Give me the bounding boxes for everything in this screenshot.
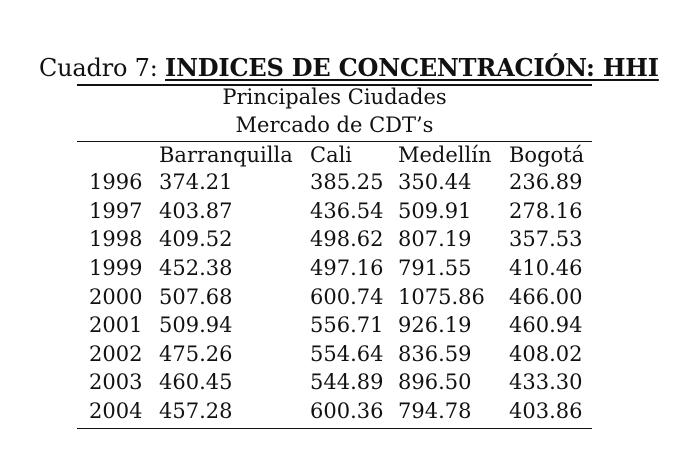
bogota-cell: 236.89 — [509, 170, 583, 195]
cali-cell: 436.54 — [310, 198, 384, 223]
cali-cell: 600.36 — [310, 399, 384, 424]
cali-cell: 544.89 — [310, 370, 384, 395]
cali-cell: 600.74 — [310, 284, 384, 309]
barranquilla-cell: 403.87 — [159, 198, 233, 223]
table-row — [77, 397, 592, 426]
caption-prefix: Cuadro 7: — [39, 54, 158, 82]
bogota-cell: 357.53 — [509, 227, 583, 252]
cali-cell: 556.71 — [310, 313, 384, 338]
bogota-cell: 403.86 — [509, 399, 583, 424]
table-row — [77, 311, 592, 340]
table-row — [77, 197, 592, 226]
table-body — [77, 168, 592, 425]
medellin-cell: 926.19 — [398, 313, 472, 338]
column-header-barranquilla: Barranquilla — [159, 142, 293, 167]
medellin-cell: 350.44 — [398, 170, 472, 195]
column-header-bogota: Bogotá — [509, 142, 585, 167]
medellin-cell: 1075.86 — [398, 284, 485, 309]
barranquilla-cell: 509.94 — [159, 313, 233, 338]
table-row — [77, 168, 592, 197]
subtitle-line-1: Principales Ciudades — [222, 85, 447, 109]
column-header-year — [77, 141, 159, 168]
cali-cell: 554.64 — [310, 341, 384, 366]
barranquilla-cell: 409.52 — [159, 227, 233, 252]
year-cell: 2001 — [89, 313, 143, 338]
subtitle-line-2: Mercado de CDT’s — [235, 113, 434, 137]
hhi-table — [77, 141, 592, 425]
table-row — [77, 254, 592, 283]
bogota-cell: 278.16 — [509, 198, 583, 223]
medellin-cell: 896.50 — [398, 370, 472, 395]
year-cell: 1997 — [89, 198, 143, 223]
medellin-cell: 509.91 — [398, 198, 472, 223]
barranquilla-cell: 460.45 — [159, 370, 233, 395]
table-row — [77, 340, 592, 369]
year-cell: 2004 — [89, 399, 143, 424]
bogota-cell: 466.00 — [509, 284, 583, 309]
barranquilla-cell: 475.26 — [159, 341, 233, 366]
table-row — [77, 368, 592, 397]
bogota-cell: 408.02 — [509, 341, 583, 366]
table-row — [77, 282, 592, 311]
barranquilla-cell: 374.21 — [159, 170, 233, 195]
year-cell: 1996 — [89, 170, 143, 195]
barranquilla-cell: 452.38 — [159, 256, 233, 281]
table-caption — [39, 53, 659, 83]
bottom-rule — [77, 428, 592, 429]
table-row — [77, 225, 592, 254]
cali-cell: 497.16 — [310, 256, 384, 281]
caption-title: INDICES DE CONCENTRACIÓN: HHI — [165, 53, 659, 82]
medellin-cell: 791.55 — [398, 256, 472, 281]
medellin-cell: 836.59 — [398, 341, 472, 366]
bogota-cell: 410.46 — [509, 256, 583, 281]
cali-cell: 498.62 — [310, 227, 384, 252]
year-cell: 2002 — [89, 341, 143, 366]
barranquilla-cell: 457.28 — [159, 399, 233, 424]
barranquilla-cell: 507.68 — [159, 284, 233, 309]
column-header-medellin: Medellín — [398, 142, 492, 167]
year-cell: 1999 — [89, 256, 143, 281]
cali-cell: 385.25 — [310, 170, 384, 195]
year-cell: 2003 — [89, 370, 143, 395]
medellin-cell: 807.19 — [398, 227, 472, 252]
year-cell: 1998 — [89, 227, 143, 252]
column-header-cali: Cali — [310, 142, 353, 167]
year-cell: 2000 — [89, 284, 143, 309]
bogota-cell: 460.94 — [509, 313, 583, 338]
medellin-cell: 794.78 — [398, 399, 472, 424]
table-header-row — [77, 141, 592, 168]
bogota-cell: 433.30 — [509, 370, 583, 395]
